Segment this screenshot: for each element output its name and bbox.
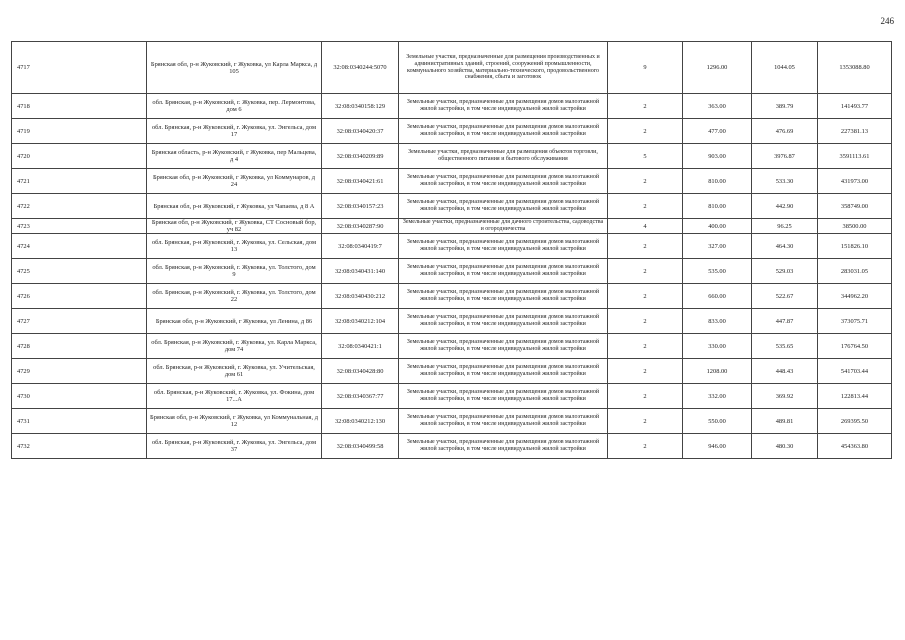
area-cell: 550.00 [683,409,752,434]
rate-cell: 529.03 [752,259,818,284]
table-row [12,94,892,119]
page-number: 246 [880,16,894,26]
row-number: 4719 [12,119,147,144]
table-row [12,334,892,359]
row-number: 4725 [12,259,147,284]
land-use-cell: Земельные участки, предназначенные для размещения домов малоэтажной жилой застройки, в том числе индивидуальной жилой застройки [399,384,608,409]
address-cell: обл. Брянская, р-н Жуковский, г. Жуковка, ул. Карла Маркса, дом 74 [147,334,322,359]
area-cell: 833.00 [683,309,752,334]
table-row [12,409,892,434]
rate-cell: 535.65 [752,334,818,359]
row-number: 4727 [12,309,147,334]
land-use-cell: Земельные участки, предназначенные для размещения домов малоэтажной жилой застройки, в том числе индивидуальной жилой застройки [399,409,608,434]
cadastral-number-cell: 32:08:0340367:77 [322,384,399,409]
group-cell: 2 [608,94,683,119]
cadastral-value-cell: 151826.10 [818,234,892,259]
area-cell: 477.00 [683,119,752,144]
group-cell: 2 [608,434,683,459]
area-cell: 327.00 [683,234,752,259]
row-number: 4722 [12,194,147,219]
area-cell: 946.00 [683,434,752,459]
cadastral-number-cell: 32:08:0340158:129 [322,94,399,119]
land-use-cell: Земельные участки, предназначенные для размещения домов малоэтажной жилой застройки, в том числе индивидуальной жилой застройки [399,169,608,194]
cadastral-value-cell: 122813.44 [818,384,892,409]
land-use-cell: Земельные участки, предназначенные для размещения домов малоэтажной жилой застройки, в том числе индивидуальной жилой застройки [399,359,608,384]
group-cell: 2 [608,234,683,259]
cadastral-number-cell: 32:08:0340428:80 [322,359,399,384]
area-cell: 903.00 [683,144,752,169]
cadastral-number-cell: 32:08:0340287:90 [322,219,399,234]
table-row [12,219,892,234]
cadastral-number-cell: 32:08:0340419:7 [322,234,399,259]
cadastral-number-cell: 32:08:0340212:104 [322,309,399,334]
cadastral-value-table [11,41,892,459]
rate-cell: 448.43 [752,359,818,384]
land-use-cell: Земельные участки, предназначенные для размещения домов малоэтажной жилой застройки, в том числе индивидуальной жилой застройки [399,94,608,119]
address-cell: Брянская обл, р-н Жуковский, г Жуковка, ул Чапаева, д 8 А [147,194,322,219]
area-cell: 1296.00 [683,42,752,94]
cadastral-value-cell: 541703.44 [818,359,892,384]
address-cell: Брянская область, р-н Жуковский, г Жуковка, пер Мальцева, д 4 [147,144,322,169]
land-use-cell: Земельные участки, предназначенные для дачного строительства, садоводства и огородничества [399,219,608,234]
group-cell: 2 [608,119,683,144]
group-cell: 9 [608,42,683,94]
land-use-cell: Земельные участки, предназначенные для размещения домов малоэтажной жилой застройки, в том числе индивидуальной жилой застройки [399,284,608,309]
rate-cell: 522.67 [752,284,818,309]
address-cell: обл. Брянская, р-н Жуковский, г. Жуковка, ул. Сельская, дом 13 [147,234,322,259]
address-cell: Брянская обл, р-н Жуковский, г Жуковка, ул Ленина, д 86 [147,309,322,334]
cadastral-value-cell: 373075.71 [818,309,892,334]
rate-cell: 476.69 [752,119,818,144]
cadastral-value-cell: 454363.80 [818,434,892,459]
group-cell: 2 [608,259,683,284]
rate-cell: 1044.05 [752,42,818,94]
row-number: 4721 [12,169,147,194]
cadastral-value-cell: 431973.00 [818,169,892,194]
address-cell: обл. Брянская, р-н Жуковский, г. Жуковка, ул. Толстого, дом 9 [147,259,322,284]
cadastral-number-cell: 32:08:0340420:37 [322,119,399,144]
cadastral-value-cell: 283031.05 [818,259,892,284]
cadastral-value-cell: 1353088.80 [818,42,892,94]
rate-cell: 533.30 [752,169,818,194]
cadastral-number-cell: 32:08:0340431:140 [322,259,399,284]
land-use-cell: Земельные участки, предназначенные для размещения домов малоэтажной жилой застройки, в том числе индивидуальной жилой застройки [399,234,608,259]
table-row [12,384,892,409]
land-use-cell: Земельные участки, предназначенные для размещения объектов торговли, общественного питания и бытового обслуживания [399,144,608,169]
table-row [12,234,892,259]
rate-cell: 442.90 [752,194,818,219]
row-number: 4728 [12,334,147,359]
row-number: 4726 [12,284,147,309]
row-number: 4731 [12,409,147,434]
cadastral-value-cell: 176764.50 [818,334,892,359]
group-cell: 2 [608,409,683,434]
area-cell: 332.00 [683,384,752,409]
land-use-cell: Земельные участки, предназначенные для размещения домов малоэтажной жилой застройки, в том числе индивидуальной жилой застройки [399,259,608,284]
group-cell: 2 [608,169,683,194]
cadastral-value-cell: 227381.13 [818,119,892,144]
table-row [12,194,892,219]
table-row [12,259,892,284]
table-row [12,144,892,169]
area-cell: 660.00 [683,284,752,309]
cadastral-number-cell: 32:08:0340421:1 [322,334,399,359]
area-cell: 400.00 [683,219,752,234]
table-row [12,309,892,334]
area-cell: 535.00 [683,259,752,284]
address-cell: обл. Брянская, р-н Жуковский, г. Жуковка, ул. Фокина, дом 17...А [147,384,322,409]
rate-cell: 447.87 [752,309,818,334]
table-body [12,42,892,459]
area-cell: 810.00 [683,169,752,194]
land-use-cell: Земельные участки, предназначенные для размещения домов малоэтажной жилой застройки, в том числе индивидуальной жилой застройки [399,434,608,459]
rate-cell: 369.92 [752,384,818,409]
cadastral-value-cell: 3591113.61 [818,144,892,169]
table-row [12,359,892,384]
cadastral-value-cell: 269395.50 [818,409,892,434]
address-cell: Брянская обл, р-н Жуковский, г Жуковка, ул Карла Маркса, д 105 [147,42,322,94]
group-cell: 2 [608,309,683,334]
table-row [12,434,892,459]
row-number: 4723 [12,219,147,234]
cadastral-number-cell: 32:08:0340209:89 [322,144,399,169]
row-number: 4720 [12,144,147,169]
row-number: 4717 [12,42,147,94]
group-cell: 5 [608,144,683,169]
cadastral-value-cell: 358749.00 [818,194,892,219]
rate-cell: 389.79 [752,94,818,119]
cadastral-number-cell: 32:08:0340157:23 [322,194,399,219]
address-cell: обл. Брянская, р-н Жуковский, г. Жуковка, пер. Лермонтова, дом 6 [147,94,322,119]
cadastral-value-cell: 141493.77 [818,94,892,119]
group-cell: 2 [608,384,683,409]
area-cell: 1208.00 [683,359,752,384]
rate-cell: 464.30 [752,234,818,259]
cadastral-number-cell: 32:08:0340421:61 [322,169,399,194]
row-number: 4730 [12,384,147,409]
rate-cell: 489.81 [752,409,818,434]
table-row [12,284,892,309]
address-cell: Брянская обл, р-н Жуковский, г Жуковка, ул Коммунаров, д 24 [147,169,322,194]
cadastral-number-cell: 32:08:0340244:5070 [322,42,399,94]
table-row [12,42,892,94]
cadastral-value-cell: 344962.20 [818,284,892,309]
row-number: 4729 [12,359,147,384]
cadastral-value-cell: 38500.00 [818,219,892,234]
row-number: 4732 [12,434,147,459]
cadastral-number-cell: 32:08:0340430:212 [322,284,399,309]
group-cell: 2 [608,194,683,219]
table-row [12,169,892,194]
land-use-cell: Земельные участки, предназначенные для размещения домов малоэтажной жилой застройки, в том числе индивидуальной жилой застройки [399,309,608,334]
address-cell: обл. Брянская, р-н Жуковский, г. Жуковка, ул. Учительская, дом 61 [147,359,322,384]
rate-cell: 480.30 [752,434,818,459]
row-number: 4724 [12,234,147,259]
area-cell: 810.00 [683,194,752,219]
land-use-cell: Земельные участки, предназначенные для размещения домов малоэтажной жилой застройки, в том числе индивидуальной жилой застройки [399,334,608,359]
land-use-cell: Земельные участки, предназначенные для размещения домов малоэтажной жилой застройки, в том числе индивидуальной жилой застройки [399,119,608,144]
rate-cell: 96.25 [752,219,818,234]
address-cell: Брянская обл, р-н Жуковский, г Жуковка, ул Коммунальная, д 12 [147,409,322,434]
rate-cell: 3976.87 [752,144,818,169]
group-cell: 2 [608,359,683,384]
address-cell: обл. Брянская, р-н Жуковский, г. Жуковка, ул. Энгельса, дом 17 [147,119,322,144]
area-cell: 330.00 [683,334,752,359]
table-row [12,119,892,144]
cadastral-number-cell: 32:08:0340212:130 [322,409,399,434]
address-cell: Брянская обл, р-н Жуковский, г Жуковка, СТ Сосновый бор, уч 82 [147,219,322,234]
land-use-cell: Земельные участки, предназначенные для размещения производственных и административных зданий, строений, сооружений промышленности, коммунального хозяйства, материально-технического, продовольственного снабжения, сбыта и заготовок [399,42,608,94]
group-cell: 2 [608,334,683,359]
land-use-cell: Земельные участки, предназначенные для размещения домов малоэтажной жилой застройки, в том числе индивидуальной жилой застройки [399,194,608,219]
address-cell: обл. Брянская, р-н Жуковский, г. Жуковка, ул. Толстого, дом 22 [147,284,322,309]
address-cell: обл. Брянская, р-н Жуковский, г. Жуковка, ул. Энгельса, дом 37 [147,434,322,459]
area-cell: 363.00 [683,94,752,119]
group-cell: 4 [608,219,683,234]
group-cell: 2 [608,284,683,309]
row-number: 4718 [12,94,147,119]
cadastral-number-cell: 32:08:0340499:58 [322,434,399,459]
